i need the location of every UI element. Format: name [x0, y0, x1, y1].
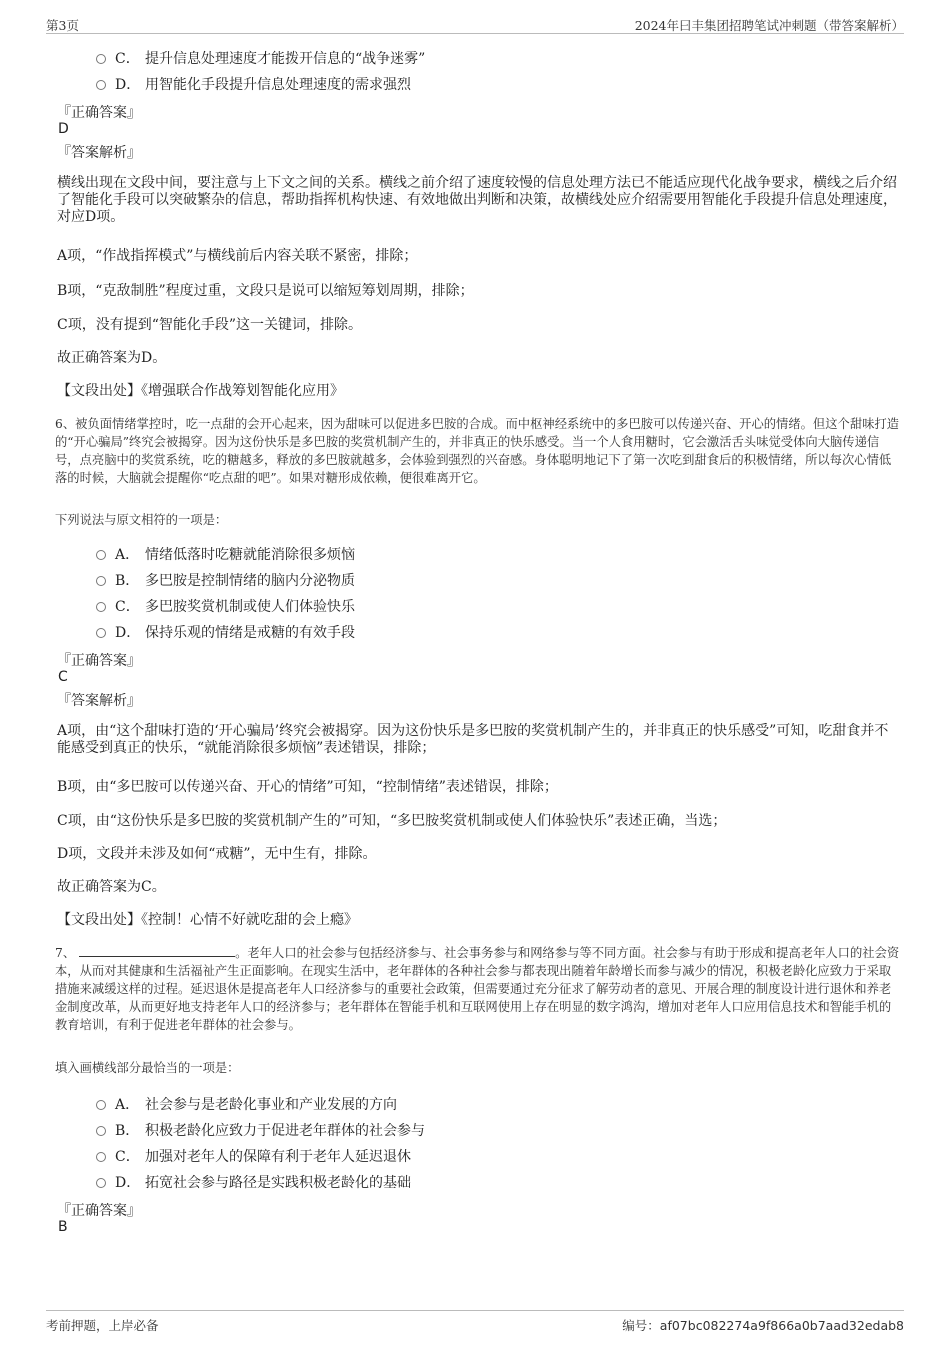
code-label: 编号：	[622, 1318, 660, 1333]
option-letter: D．	[115, 77, 141, 93]
option-letter: C．	[115, 599, 140, 615]
radio-icon[interactable]	[96, 628, 106, 638]
page-header	[46, 14, 904, 34]
option-letter: B．	[115, 573, 140, 589]
correct-answer-label: 『正确答案』	[57, 653, 141, 669]
option-letter: B．	[115, 1123, 140, 1139]
q5-answer: D	[58, 121, 69, 137]
page-footer	[46, 1310, 904, 1334]
q5-analysis-a: A项，“作战指挥模式”与横线前后内容关联不紧密，排除；	[57, 248, 418, 264]
radio-icon[interactable]	[96, 80, 106, 90]
option-letter: C．	[115, 51, 140, 67]
radio-icon[interactable]	[96, 1100, 106, 1110]
option-text: 拓宽社会参与路径是实践积极老龄化的基础	[145, 1175, 411, 1191]
option-text: 保持乐观的情绪是戒糖的有效手段	[145, 625, 355, 641]
q7-passage-text: 。老年人口的社会参与包括经济参与、社会事务参与和网络参与等不同方面。社会参与有助于形成和提高老年人口的社会资本，从而对其健康和生活福祉产生正面影响。在现实生活中，老年群体的各种社会参与都表现出随着年龄增长而参与减少的情况，积极老龄化应致力于采取措施来减缓这样的过程。延迟退休是提高老年人口经济参与的重要社会政策，但需要通过充分征求了解劳动者的意见、开展合理的制度设计进行退休和养老金制度改革，从而更好地支持老年人口的经济参与；老年群体在智能手机和互联网使用上存在明显的数字鸿沟，增加对老年人口应用信息技术和智能手机的教育培训，有利于促进老年群体的社会参与。	[55, 946, 900, 1032]
option-text: 情绪低落时吃糖就能消除很多烦恼	[145, 547, 355, 563]
analysis-label: 『答案解析』	[57, 145, 141, 161]
option-letter: C．	[115, 1149, 140, 1165]
correct-answer-label: 『正确答案』	[57, 1203, 141, 1219]
q5-analysis-c: C项，没有提到“智能化手段”这一关键词，排除。	[57, 317, 363, 333]
page-number: 第3页	[46, 18, 79, 33]
radio-icon[interactable]	[96, 1126, 106, 1136]
q5-analysis-paragraph: 横线出现在文段中间，要注意与上下文之间的关系。横线之前介绍了速度较慢的信息处理方法已不能适应现代化战争要求，横线之后介绍了智能化手段可以突破繁杂的信息，帮助指挥机构快速、有效地做出判断和决策，故横线处应介绍需要用智能化手段提升信息处理速度，对应D项。	[57, 175, 897, 225]
document-title: 2024年曰丰集团招聘笔试冲刺题（带答案解析）	[634, 18, 904, 33]
q6-analysis-b: B项，由“多巴胺可以传递兴奋、开心的情绪”可知，“控制情绪”表述错误，排除；	[57, 779, 558, 795]
source-tag: 【文段出处】	[57, 912, 141, 928]
q5-analysis-b: B项，“克敌制胜”程度过重，文段只是说可以缩短筹划周期，排除；	[57, 283, 474, 299]
q7-answer: B	[58, 1219, 68, 1235]
option-letter: D．	[115, 1175, 141, 1191]
q6-prompt: 下列说法与原文相符的一项是：	[55, 513, 228, 527]
q6-answer: C	[58, 669, 68, 685]
option-text: 加强对老年人的保障有利于老年人延迟退休	[145, 1149, 411, 1165]
option-text: 用智能化手段提升信息处理速度的需求强烈	[145, 77, 411, 93]
radio-icon[interactable]	[96, 576, 106, 586]
radio-icon[interactable]	[96, 550, 106, 560]
option-text: 提升信息处理速度才能拨开信息的“战争迷雾”	[145, 51, 426, 67]
q6-analysis-paragraph: A项，由“这个甜味打造的‘开心骗局’终究会被揭穿。因为这份快乐是多巴胺的奖赏机制产生的，并非真正的快乐感受”可知，吃甜食并不能感受到真正的快乐，“就能消除很多烦恼”表述错误，排除；	[57, 723, 889, 756]
q5-source	[57, 380, 344, 400]
radio-icon[interactable]	[96, 54, 106, 64]
q6-source	[57, 909, 358, 929]
source-title: 《控制！心情不好就吃甜的会上瘾》	[141, 912, 358, 928]
option-text: 社会参与是老龄化事业和产业发展的方向	[145, 1097, 397, 1113]
source-title: 《增强联合作战筹划智能化应用》	[141, 383, 344, 399]
q6-analysis-d: D项，文段并未涉及如何“戒糖”，无中生有，排除。	[57, 846, 377, 862]
q7-number: 7、	[55, 946, 76, 960]
analysis-label: 『答案解析』	[57, 693, 141, 709]
radio-icon[interactable]	[96, 1178, 106, 1188]
q7-prompt: 填入画横线部分最恰当的一项是：	[55, 1061, 240, 1075]
radio-icon[interactable]	[96, 1152, 106, 1162]
document-code	[622, 1316, 904, 1334]
option-letter: A．	[115, 547, 140, 563]
option-text: 积极老龄化应致力于促进老年群体的社会参与	[145, 1123, 425, 1139]
option-text: 多巴胺是控制情绪的脑内分泌物质	[145, 573, 355, 589]
q6-conclusion: 故正确答案为C。	[57, 879, 166, 895]
correct-answer-label: 『正确答案』	[57, 105, 141, 121]
option-text: 多巴胺奖赏机制或使人们体验快乐	[145, 599, 355, 615]
q7-passage	[55, 944, 900, 1034]
q6-passage: 6、被负面情绪掌控时，吃一点甜的会开心起来，因为甜味可以促进多巴胺的合成。而中枢神经系统中的多巴胺可以传递兴奋、开心的情绪。但这个甜味打造的“开心骗局”终究会被揭穿。因为这份快乐是多巴胺的奖赏机制产生的，并非真正的快乐感受。当一个人食用糖时，它会激活舌头味觉受体向大脑传递信号，点亮脑中的奖赏系统，吃的糖越多，释放的多巴胺就越多，会体验到强烈的兴奋感。身体聪明地记下了第一次吃到甜食后的积极情绪，所以每次心情低落的时候，大脑就会提醒你“吃点甜的吧”。如果对糖形成依赖，便很难离开它。	[55, 417, 900, 485]
q5-conclusion: 故正确答案为D。	[57, 350, 167, 366]
radio-icon[interactable]	[96, 602, 106, 612]
code-value: af07bc082274a9f866a0b7aad32edab8	[659, 1318, 904, 1333]
q6-analysis-c: C项，由“这份快乐是多巴胺的奖赏机制产生的”可知，“多巴胺奖赏机制或使人们体验快乐”表述正确，当选；	[57, 813, 727, 829]
option-letter: A．	[115, 1097, 140, 1113]
option-letter: D．	[115, 625, 141, 641]
source-tag: 【文段出处】	[57, 383, 141, 399]
fill-blank	[79, 945, 235, 957]
footer-slogan: 考前押题，上岸必备	[46, 1318, 159, 1333]
